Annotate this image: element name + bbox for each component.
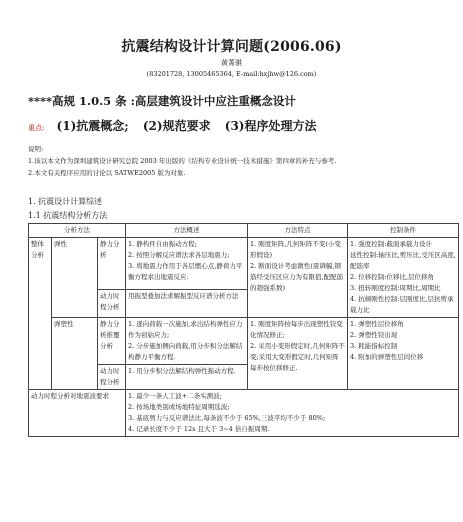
table-cell: 动力时程分析: [98, 365, 126, 390]
note-heading: 说明:: [28, 145, 44, 153]
table-cell: 动力时程分析: [98, 290, 126, 318]
table-cell: 1. 刚度矩阵,几何矩阵不变(小变形假设) 2. 断面设计考虑微性(震调幅,钢筋经受压区应力为有限值,配配筋的超强系数): [248, 238, 348, 318]
author-name: 黄菁骐: [221, 59, 242, 67]
table-cell: 动力时程分析对地震波要求: [29, 390, 126, 437]
section-heading: 1. 抗震设计计算综述: [28, 197, 103, 206]
table-header: 方法特点: [248, 224, 348, 238]
table-cell: 静力分析: [98, 238, 126, 290]
table-cell: 1. 静构件自由振动方程; 2. 按照分解反应谱法求各层地震力; 3. 将地震力作用于各层惯心点,静荷力平衡方程求出地震反应.: [126, 238, 248, 290]
note-line: 1.该以本文作为深圳建筑设计研究总院 2003 年出版的《结构专业设计统一技术措施》第四章的补充与参考.: [28, 157, 337, 165]
focus-item: (2)规范要求: [142, 119, 211, 133]
table-header: 分析方法: [29, 224, 126, 238]
table-cell: 弹塑性: [52, 318, 98, 390]
table-cell: 静力分析推覆分析: [98, 318, 126, 365]
focus-item: (1)抗震概念;: [56, 119, 129, 133]
table-cell: 弹性: [52, 238, 98, 318]
table-row: [29, 390, 459, 437]
table-cell: 1. 最少一条人工波+二条实测波; 2. 按场地类别或场地特征周期选波; 3. 基底剪力与反应谱法比,每条波不少于 65%,三波平均不少于 80%; 4. 记录长度不少于 12s 且大于 3~4 倍自振周期.: [126, 390, 459, 437]
table-row: [29, 238, 459, 290]
table-row: [29, 318, 459, 365]
author-contact: (83201728, 13005465364, E-mail:hxjhw@126.com): [146, 70, 317, 78]
table-cell: 用振型叠加法求解振型反应谱分析方法: [126, 290, 248, 318]
focus-label: 重点:: [28, 124, 45, 132]
subheading: ****高规 1.0.5 条 :高层建筑设计中应注重概念设计: [28, 94, 296, 108]
table-cell: 1. 弹塑性层位移角 2. 弹塑性铰出现 3. 耗能指标控制 4. 附加的弹塑性层间位移: [348, 318, 459, 390]
table-cell: 1. 强度控制:截面承载力设计 延性控制:轴压比,剪压比,受压区高度,配筋率 2. 位移控制:位移比,层位移角 3. 扭转刚度控制:周期比,周期比 4. 抗倾刚性控制:层刚度比,层抗剪承载力比: [348, 238, 459, 318]
table-cell: 整体分析: [29, 238, 52, 390]
note-line: 2.本文有关程序应用的讨论以 SATWE2005 版为对象.: [28, 169, 186, 177]
analysis-methods-table: [28, 223, 459, 437]
table-header-row: [29, 224, 459, 238]
table-cell: 1. 刚度矩阵按每步出现塑性铰变化情况修正; 2. 采用小变形假定时,几何矩阵不变;采用大变形假定时,几何矩阵每步按位移修正.: [248, 318, 348, 390]
document-title: 抗震结构设计计算问题(2006.06): [121, 39, 342, 55]
table-header: 方法概述: [126, 224, 248, 238]
focus-item: (3)程序处理方法: [224, 119, 317, 133]
table-header: 控制条件: [348, 224, 459, 238]
subsection-heading: 1.1 抗震结构分析方法: [28, 211, 108, 220]
table-cell: 1. 用分步积分法解结构弹性振动方程.: [126, 365, 248, 390]
table-cell: 1. 逐向荷载一次施加,求出结构弹性应力作为初始应力; 2. 分步施加侧向荷载,用分步积分法解结构静力平衡方程.: [126, 318, 248, 365]
focus-line: [28, 117, 327, 134]
